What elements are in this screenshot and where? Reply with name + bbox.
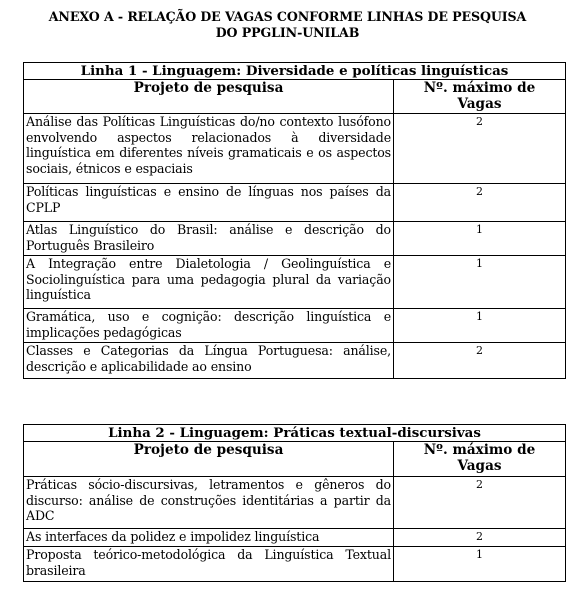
vacancies-header-line-2: Vagas [457, 458, 502, 474]
max-vacancies: 1 [394, 309, 566, 343]
project-name: Práticas sócio-discursivas, letramentos e gêneros do discurso: análise de construções identitárias a partir da ADC [24, 477, 394, 529]
project-name: As interfaces da polidez e impolidez linguística [24, 529, 394, 547]
max-vacancies: 2 [394, 529, 566, 547]
document-title-line-1: ANEXO A - RELAÇÃO DE VAGAS CONFORME LINHAS DE PESQUISA [48, 9, 527, 24]
project-name: Políticas linguísticas e ensino de línguas nos países da CPLP [24, 184, 394, 222]
max-vacancies: 1 [394, 222, 566, 256]
vacancies-header-line-1: Nº. máximo de [423, 442, 536, 458]
project-name: A Integração entre Dialetologia / Geolinguística e Sociolinguística para uma pedagogia plural da variação linguística [24, 256, 394, 309]
project-name: Gramática, uso e cognição: descrição linguística e implicações pedagógicas [24, 309, 394, 343]
project-name: Proposta teórico-metodológica da Linguística Textual brasileira [24, 547, 394, 582]
vacancies-column-header [394, 80, 566, 114]
table-row [24, 222, 566, 256]
vacancies-column-header [394, 442, 566, 477]
research-line-heading: Linha 2 - Linguagem: Práticas textual-discursivas [24, 425, 566, 442]
project-name: Classes e Categorias da Língua Portuguesa: análise, descrição e aplicabilidade ao ensino [24, 343, 394, 379]
project-name: Análise das Políticas Linguísticas do/no contexto lusófono envolvendo aspectos relacionados à diversidade linguística em diferentes níveis gramaticais e os aspectos sociais, étnicos e espaciais [24, 114, 394, 184]
table-row [24, 529, 566, 547]
project-column-header: Projeto de pesquisa [24, 442, 394, 477]
project-name: Atlas Linguístico do Brasil: análise e descrição do Português Brasileiro [24, 222, 394, 256]
table-row [24, 184, 566, 222]
table-row [24, 343, 566, 379]
vacancies-table-line-2 [23, 424, 566, 582]
table-row [24, 477, 566, 529]
max-vacancies: 1 [394, 256, 566, 309]
max-vacancies: 2 [394, 343, 566, 379]
document-title [10, 9, 565, 41]
vacancies-header-line-1: Nº. máximo de [423, 80, 536, 96]
document-title-line-2: DO PPGLIN-UNILAB [215, 25, 360, 40]
research-line-heading: Linha 1 - Linguagem: Diversidade e políticas linguísticas [24, 63, 566, 80]
table-row [24, 309, 566, 343]
vacancies-table-line-1 [23, 62, 566, 379]
table-row [24, 256, 566, 309]
vacancies-header-line-2: Vagas [457, 96, 502, 112]
max-vacancies: 2 [394, 184, 566, 222]
project-column-header: Projeto de pesquisa [24, 80, 394, 114]
table-row [24, 547, 566, 582]
max-vacancies: 1 [394, 547, 566, 582]
max-vacancies: 2 [394, 114, 566, 184]
max-vacancies: 2 [394, 477, 566, 529]
table-row [24, 114, 566, 184]
